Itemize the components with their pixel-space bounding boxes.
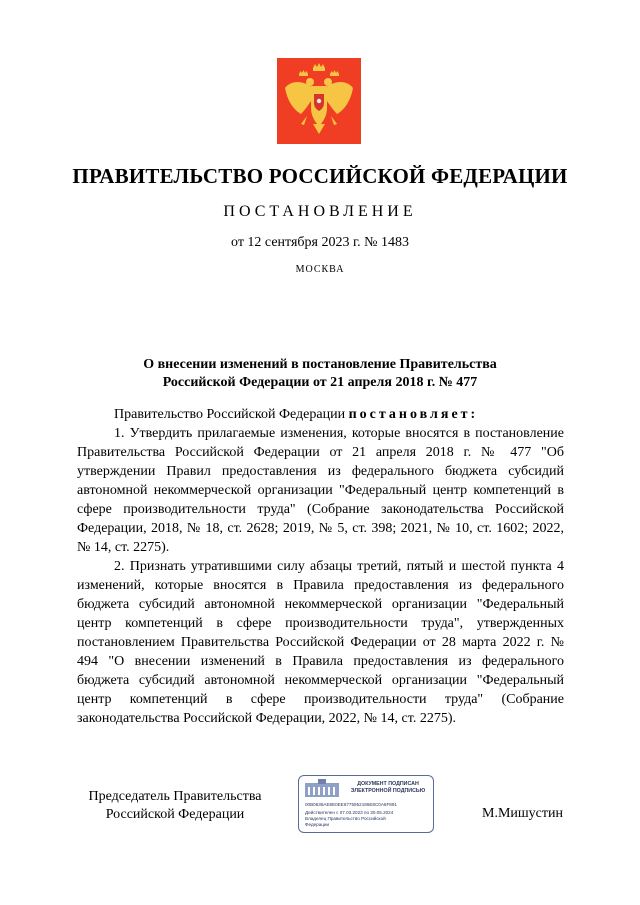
- intro-paragraph: [77, 405, 564, 424]
- electronic-signature-stamp: [298, 775, 434, 833]
- subject-line-1: О внесении изменений в постановление Правительства: [143, 357, 497, 372]
- stamp-title: [343, 781, 433, 795]
- document-type: ПОСТАНОВЛЕНИЕ: [223, 203, 417, 220]
- signatory-name: М.Мишустин: [482, 806, 563, 821]
- stamp-title-line-1: ДОКУМЕНТ ПОДПИСАН: [357, 781, 419, 787]
- stamp-owner-line-2: Федерации: [305, 822, 330, 827]
- signatory-role-line-2: Российской Федерации: [105, 807, 245, 822]
- stamp-validity: Действителен с 07.03.2023 по 30.05.2024: [305, 810, 394, 815]
- document-subject: [60, 356, 580, 392]
- stamp-certificate: 00B0638AE8E0EE6775952186E8C0A6F891: [305, 802, 397, 807]
- document-date-number: от 12 сентября 2023 г. № 1483: [231, 235, 409, 250]
- stamp-title-line-2: ЭЛЕКТРОННОЙ ПОДПИСЬЮ: [350, 788, 426, 794]
- signatory-role-line-1: Председатель Правительства: [88, 789, 262, 804]
- document-body: [77, 405, 564, 728]
- intro-prefix: Правительство Российской Федерации: [114, 407, 349, 422]
- item-2-paragraph: 2. Признать утратившими силу абзацы третий, пятый и шестой пункта 4 изменений, которые вносятся в Правила предоставления из федерального бюджета субсидий автономной некоммерческой организации "Федеральный центр компетенций в сфере производительности труда", утвержденных постановлением Правительства Российской Федерации от 28 марта 2022 г. № 494 "О внесении изменений в Правила предоставления из федерального бюджета субсидий автономной некоммерческой организации "Федеральный центр компетенций в сфере производительности труда" (Собрание законодательства Российской Федерации, 2022, № 14, ст. 2275).: [77, 559, 564, 726]
- state-emblem-icon: [277, 58, 361, 144]
- signatory-role: [70, 788, 280, 824]
- stamp-owner-line-1: Владелец Правительство Российской: [305, 816, 386, 821]
- decree-verb: постановляет:: [348, 407, 479, 422]
- item-1-paragraph: 1. Утвердить прилагаемые изменения, которые вносятся в постановление Правительства Российской Федерации от 21 апреля 2018 г. № 477 "Об утверждении Правил предоставления из федерального бюджета субсидий автономной некоммерческой организации "Федеральный центр компетенций в сфере производительности труда" (Собрание законодательства Российской Федерации, 2018, № 18, ст. 2628; 2019, № 5, ст. 398; 2021, № 10, ст. 1602; 2022, № 14, ст. 2275).: [77, 426, 564, 555]
- government-building-icon: [303, 779, 343, 799]
- government-title: ПРАВИТЕЛЬСТВО РОССИЙСКОЙ ФЕДЕРАЦИИ: [72, 164, 568, 188]
- subject-line-2: Российской Федерации от 21 апреля 2018 г. № 477: [162, 375, 478, 390]
- document-city: МОСКВА: [295, 264, 345, 275]
